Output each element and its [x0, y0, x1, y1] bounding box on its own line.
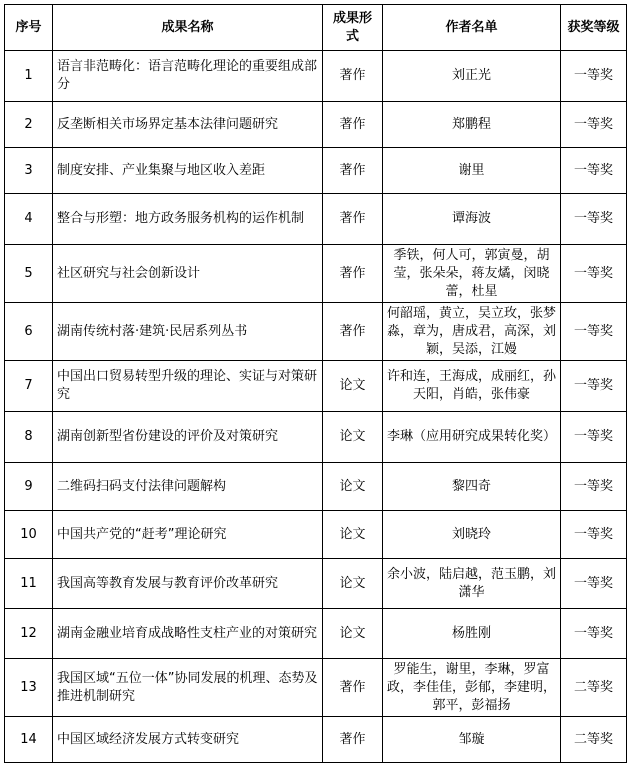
cell-title: 湖南传统村落·建筑·民居系列丛书	[53, 303, 323, 361]
table-header-row	[5, 5, 627, 51]
cell-authors: 谢里	[383, 148, 561, 194]
cell-level: 一等奖	[561, 245, 627, 303]
cell-level: 一等奖	[561, 559, 627, 609]
cell-no: 4	[5, 194, 53, 245]
table-row	[5, 412, 627, 463]
table-row	[5, 463, 627, 511]
cell-authors: 许和连，王海成，成丽红，孙天阳，肖皓，张伟豪	[383, 361, 561, 412]
header-form: 成果形式	[323, 5, 383, 51]
table-row	[5, 511, 627, 559]
cell-authors: 季铁，何人可，郭寅曼，胡莹，张朵朵，蒋友燏，闵晓蕾，杜星	[383, 245, 561, 303]
table-row	[5, 245, 627, 303]
cell-level: 一等奖	[561, 361, 627, 412]
cell-authors: 何韶瑶，黄立，吴立玫，张梦淼，章为，唐成君，高深，刘颖，吴添，江嫚	[383, 303, 561, 361]
cell-authors: 邹璇	[383, 717, 561, 763]
cell-title: 我国高等教育发展与教育评价改革研究	[53, 559, 323, 609]
cell-title: 湖南金融业培育成战略性支柱产业的对策研究	[53, 609, 323, 659]
table-row	[5, 148, 627, 194]
table-row	[5, 609, 627, 659]
table-row	[5, 303, 627, 361]
cell-no: 6	[5, 303, 53, 361]
cell-form: 论文	[323, 511, 383, 559]
header-title: 成果名称	[53, 5, 323, 51]
header-no: 序号	[5, 5, 53, 51]
table-row	[5, 559, 627, 609]
cell-title: 中国区域经济发展方式转变研究	[53, 717, 323, 763]
table-row	[5, 361, 627, 412]
cell-no: 12	[5, 609, 53, 659]
cell-title: 反垄断相关市场界定基本法律问题研究	[53, 102, 323, 148]
cell-form: 著作	[323, 148, 383, 194]
table-body	[5, 51, 627, 763]
cell-authors: 谭海波	[383, 194, 561, 245]
cell-title: 中国出口贸易转型升级的理论、实证与对策研究	[53, 361, 323, 412]
cell-no: 13	[5, 659, 53, 717]
cell-title: 中国共产党的“赶考”理论研究	[53, 511, 323, 559]
cell-no: 10	[5, 511, 53, 559]
cell-level: 一等奖	[561, 412, 627, 463]
cell-form: 论文	[323, 463, 383, 511]
cell-level: 一等奖	[561, 609, 627, 659]
cell-no: 14	[5, 717, 53, 763]
cell-title: 制度安排、产业集聚与地区收入差距	[53, 148, 323, 194]
cell-no: 5	[5, 245, 53, 303]
cell-authors: 黎四奇	[383, 463, 561, 511]
cell-level: 一等奖	[561, 102, 627, 148]
cell-form: 著作	[323, 303, 383, 361]
cell-form: 论文	[323, 559, 383, 609]
cell-title: 二维码扫码支付法律问题解构	[53, 463, 323, 511]
cell-no: 2	[5, 102, 53, 148]
header-level: 获奖等级	[561, 5, 627, 51]
cell-no: 1	[5, 51, 53, 102]
cell-title: 我国区域“五位一体”协同发展的机理、态势及推进机制研究	[53, 659, 323, 717]
cell-authors: 刘晓玲	[383, 511, 561, 559]
cell-form: 著作	[323, 717, 383, 763]
cell-level: 一等奖	[561, 303, 627, 361]
cell-title: 整合与形塑：地方政务服务机构的运作机制	[53, 194, 323, 245]
cell-no: 7	[5, 361, 53, 412]
cell-authors: 余小波，陆启越，范玉鹏，刘潇华	[383, 559, 561, 609]
cell-level: 一等奖	[561, 194, 627, 245]
cell-no: 8	[5, 412, 53, 463]
cell-authors: 罗能生，谢里，李琳，罗富政，李佳佳，彭郁，李建明，郭平，彭福扬	[383, 659, 561, 717]
cell-form: 论文	[323, 412, 383, 463]
cell-level: 二等奖	[561, 659, 627, 717]
table-row	[5, 194, 627, 245]
cell-no: 3	[5, 148, 53, 194]
cell-level: 一等奖	[561, 51, 627, 102]
cell-authors: 刘正光	[383, 51, 561, 102]
cell-authors: 李琳（应用研究成果转化奖）	[383, 412, 561, 463]
cell-level: 一等奖	[561, 148, 627, 194]
cell-title: 语言非范畴化：语言范畴化理论的重要组成部分	[53, 51, 323, 102]
cell-form: 著作	[323, 245, 383, 303]
cell-level: 一等奖	[561, 511, 627, 559]
cell-form: 著作	[323, 51, 383, 102]
header-authors: 作者名单	[383, 5, 561, 51]
table-row	[5, 51, 627, 102]
table-row	[5, 717, 627, 763]
table-row	[5, 659, 627, 717]
cell-authors: 杨胜刚	[383, 609, 561, 659]
cell-form: 论文	[323, 609, 383, 659]
cell-form: 著作	[323, 659, 383, 717]
cell-form: 著作	[323, 102, 383, 148]
cell-title: 社区研究与社会创新设计	[53, 245, 323, 303]
cell-level: 二等奖	[561, 717, 627, 763]
table-row	[5, 102, 627, 148]
cell-authors: 郑鹏程	[383, 102, 561, 148]
cell-form: 著作	[323, 194, 383, 245]
cell-form: 论文	[323, 361, 383, 412]
cell-no: 9	[5, 463, 53, 511]
cell-level: 一等奖	[561, 463, 627, 511]
cell-no: 11	[5, 559, 53, 609]
awards-table	[4, 4, 627, 763]
cell-title: 湖南创新型省份建设的评价及对策研究	[53, 412, 323, 463]
